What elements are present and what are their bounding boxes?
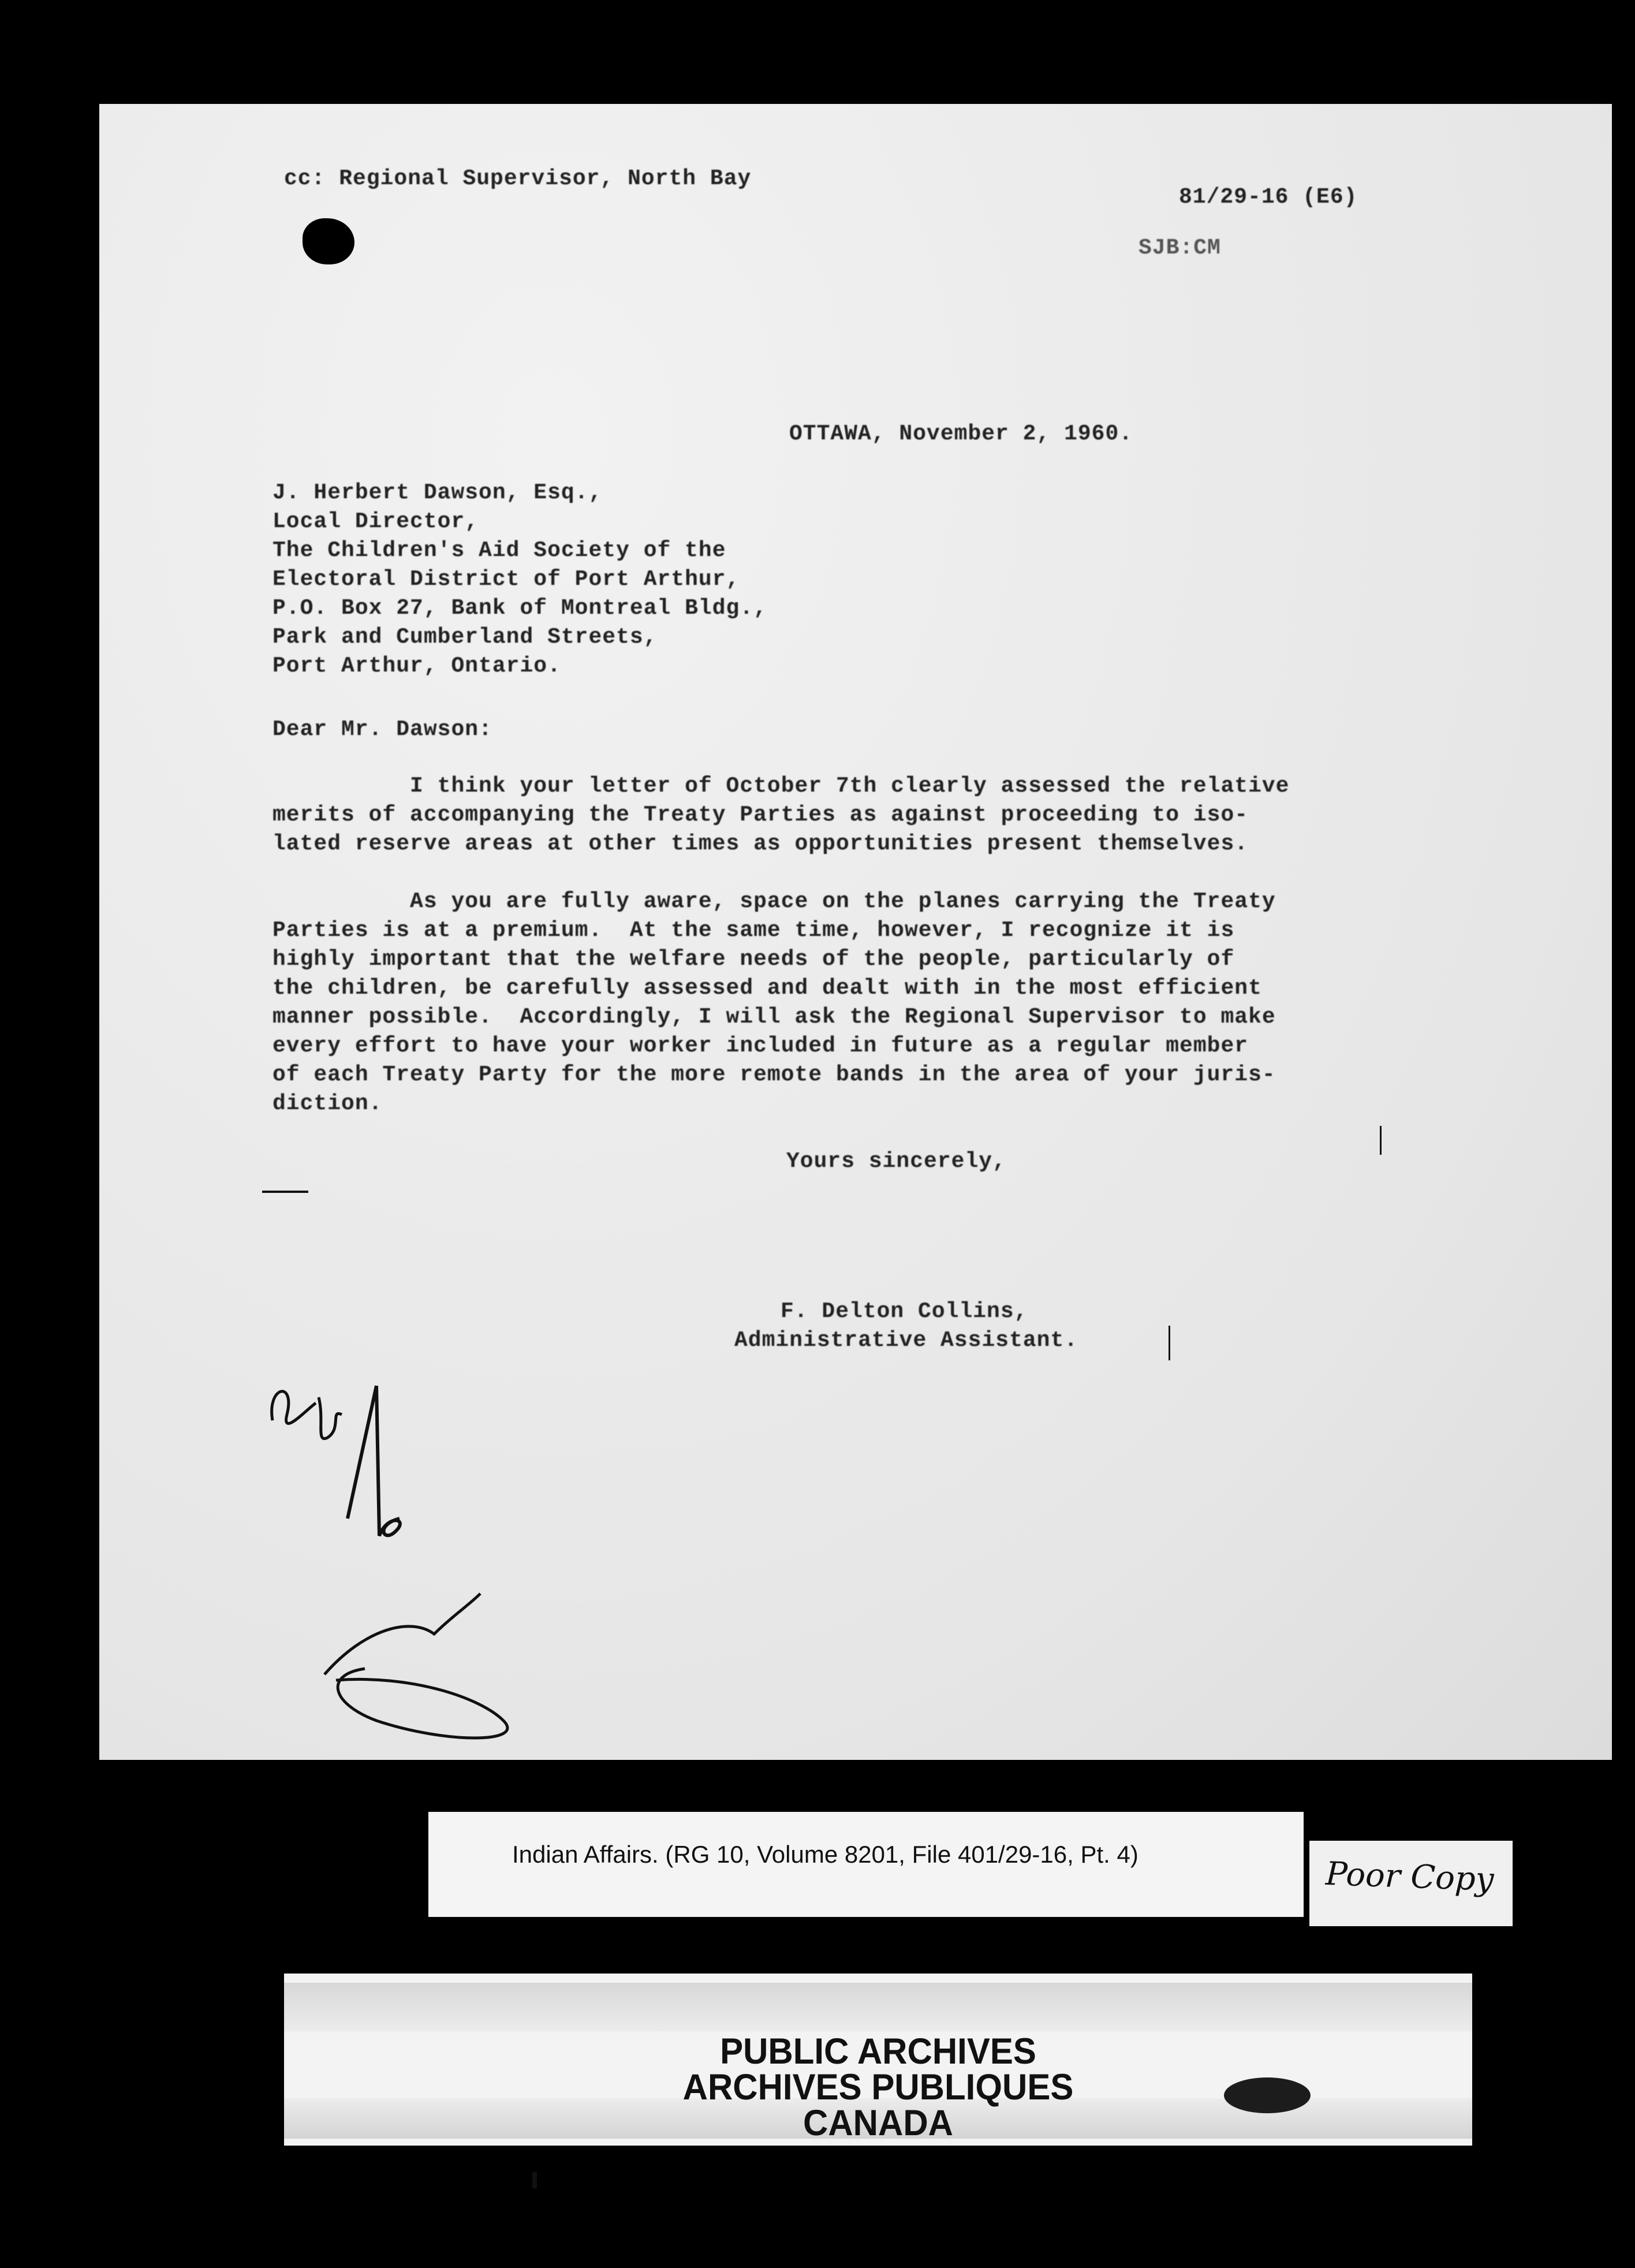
body-line: Parties is at a premium. At the same time, however, I recognize it is — [272, 918, 1235, 943]
body-line: merits of accompanying the Treaty Parties as against proceeding to iso- — [272, 803, 1249, 827]
handwritten-signature — [261, 1374, 630, 1813]
address-line: Local Director, — [272, 509, 479, 534]
file-reference: 81/29-16 (E6) — [1179, 185, 1358, 210]
address-line: The Children's Aid Society of the — [272, 538, 726, 563]
archives-line-fr: ARCHIVES PUBLIQUES — [682, 2066, 1074, 2107]
dateline: OTTAWA, November 2, 1960. — [789, 421, 1133, 446]
citation-label: Indian Affairs. (RG 10, Volume 8201, File 401/29-16, Pt. 4) — [512, 1841, 1138, 1868]
cc-line: cc: Regional Supervisor, North Bay — [284, 166, 752, 191]
address-line: J. Herbert Dawson, Esq., — [272, 480, 603, 505]
address-line: Port Arthur, Ontario. — [272, 654, 561, 678]
body-line: the children, be carefully assessed and dealt with in the most efficient — [272, 976, 1262, 1001]
address-line: Park and Cumberland Streets, — [272, 625, 658, 650]
address-line: P.O. Box 27, Bank of Montreal Bldg., — [272, 596, 767, 621]
address-line: Electoral District of Port Arthur, — [272, 567, 740, 592]
ink-smudge — [1224, 2077, 1311, 2113]
body-line: I think your letter of October 7th clearly assessed the relative — [272, 774, 1290, 799]
letter-page — [99, 104, 1612, 1760]
poor-copy-note — [1309, 1841, 1513, 1926]
body-line: diction. — [272, 1091, 383, 1116]
signatory-title: Administrative Assistant. — [734, 1328, 1078, 1353]
archives-stamp — [284, 1974, 1472, 2146]
citation-label-strip — [428, 1812, 1304, 1917]
ink-mark — [1380, 1126, 1382, 1155]
salutation: Dear Mr. Dawson: — [272, 717, 492, 742]
typist-initials: SJB:CM — [1138, 236, 1221, 260]
signatory-name: F. Delton Collins, — [781, 1299, 1028, 1324]
film-speck — [532, 2172, 537, 2188]
body-line: every effort to have your worker included in future as a regular member — [272, 1034, 1249, 1058]
body-line: manner possible. Accordingly, I will ask the Regional Supervisor to make — [272, 1005, 1276, 1029]
ink-mark — [1169, 1326, 1170, 1360]
poor-copy-text: Poor Copy — [1324, 1855, 1495, 1899]
ink-mark — [262, 1191, 308, 1193]
body-line: lated reserve areas at other times as opportunities present themselves. — [272, 831, 1249, 856]
closing: Yours sincerely, — [786, 1149, 1006, 1174]
ink-blot — [303, 218, 354, 264]
body-line: highly important that the welfare needs of the people, particularly of — [272, 947, 1235, 972]
stamp-band-top — [284, 1983, 1472, 2031]
body-line: As you are fully aware, space on the planes carrying the Treaty — [272, 889, 1276, 914]
archives-line-country: CANADA — [803, 2102, 953, 2143]
body-line: of each Treaty Party for the more remote bands in the area of your juris- — [272, 1062, 1276, 1087]
archives-line-en: PUBLIC ARCHIVES — [720, 2031, 1036, 2072]
